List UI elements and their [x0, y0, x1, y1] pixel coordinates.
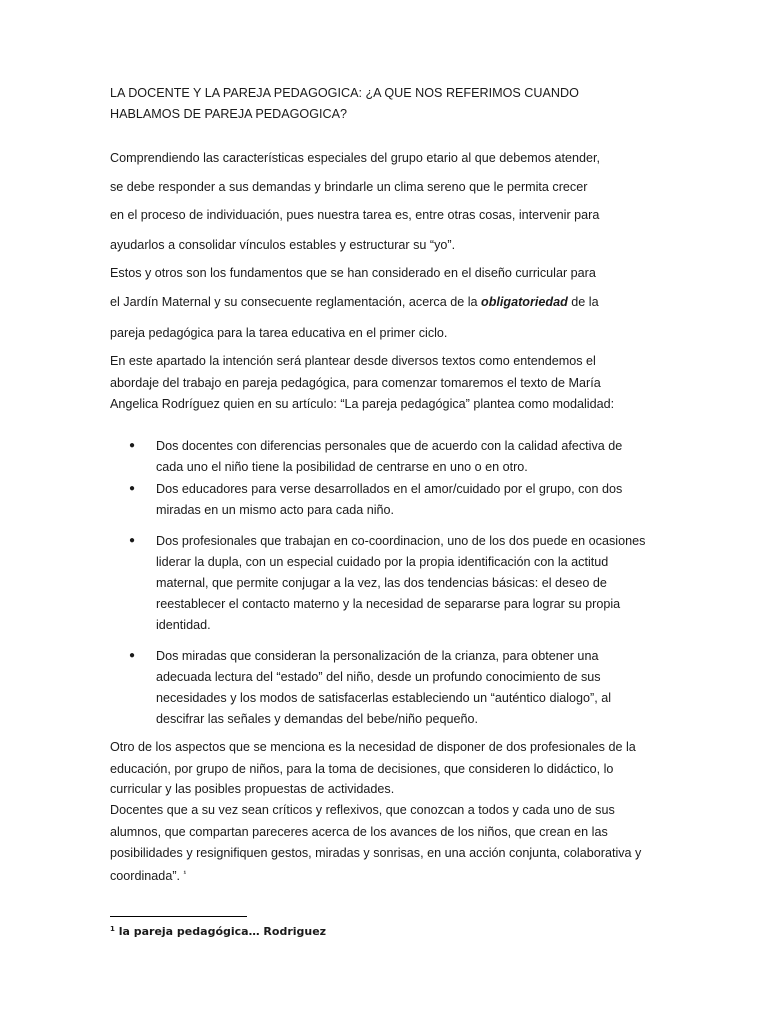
- paragraph-3-line-3: Angelica Rodríguez quien en su artículo: “La pareja pedagógica” plantea como modalidad:: [110, 397, 615, 411]
- footnote-text: la pareja pedagógica… Rodriguez: [114, 925, 327, 938]
- bullet-3-line-1: Dos profesionales que trabajan en co-coordinacion, uno de los dos puede en ocasiones: [156, 534, 646, 548]
- emphasis-obligatoriedad: obligatoriedad: [481, 295, 568, 309]
- bullet-4-line-2: adecuada lectura del “estado” del niño, desde un profundo conocimiento de sus: [156, 670, 601, 684]
- bullet-1-line-2: cada uno el niño tiene la posibilidad de centrarse en uno o en otro.: [156, 460, 528, 474]
- bullet-1-line-1: Dos docentes con diferencias personales que de acuerdo con la calidad afectiva de: [156, 439, 623, 453]
- paragraph-3-line-1: En este apartado la intención será plantear desde diversos textos como entendemos el: [110, 354, 596, 368]
- paragraph-1-line-2: se debe responder a sus demandas y brindarle un clima sereno que le permita crecer: [110, 180, 588, 194]
- paragraph-2-text-before: el Jardín Maternal y su consecuente reglamentación, acerca de la: [110, 295, 482, 309]
- document-page: [110, 0, 660, 1024]
- footnote-marker: 1: [110, 925, 115, 933]
- paragraph-5-text-end: coordinada”.: [110, 869, 181, 883]
- bullet-2-line-1: Dos educadores para verse desarrollados en el amor/cuidado por el grupo, con dos: [156, 482, 623, 496]
- bullet-4-line-4: descifrar las señales y demandas del bebe/niño pequeño.: [156, 712, 479, 726]
- paragraph-5-line-4: [110, 866, 186, 884]
- bullet-3-line-4: reestablecer el contacto materno y la necesidad de separarse para lograr su propia: [156, 597, 621, 611]
- document-title: LA DOCENTE Y LA PAREJA PEDAGOGICA: ¿A QUE NOS REFERIMOS CUANDO HABLAMOS DE PAREJA PEDAGOGICA?: [110, 86, 579, 121]
- paragraph-5-line-1: Docentes que a su vez sean críticos y reflexivos, que conozcan a todos y cada uno de sus: [110, 803, 615, 817]
- paragraph-1-line-3: en el proceso de individuación, pues nuestra tarea es, entre otras cosas, intervenir para: [110, 208, 600, 222]
- bullet-marker: ●: [128, 440, 136, 451]
- footnote-reference[interactable]: ¹: [183, 869, 187, 878]
- paragraph-4-line-3: curricular y las posibles propuestas de actividades.: [110, 782, 395, 796]
- paragraph-5-line-2: alumnos, que compartan pareceres acerca de los avances de los niños, que crean en las: [110, 825, 608, 839]
- bullet-3-line-5: identidad.: [156, 618, 211, 632]
- bullet-2-line-2: miradas en un mismo acto para cada niño.: [156, 503, 395, 517]
- bullet-marker: ●: [128, 483, 136, 494]
- bullet-4-line-3: necesidades y los modos de satisfacerlas estableciendo un “auténtico dialogo”, al: [156, 691, 612, 705]
- footnote: [110, 921, 326, 940]
- paragraph-1-line-1: Comprendiendo las características especiales del grupo etario al que debemos atender,: [110, 151, 601, 165]
- paragraph-1-line-4: ayudarlos a consolidar vínculos estables y estructurar su “yo”.: [110, 238, 456, 252]
- paragraph-4-line-2: educación, por grupo de niños, para la toma de decisiones, que consideren lo didáctico, lo: [110, 762, 614, 776]
- paragraph-2-line-1: Estos y otros son los fundamentos que se han considerado en el diseño curricular para: [110, 266, 596, 280]
- paragraph-2-line-2: [110, 294, 599, 310]
- bullet-marker: ●: [128, 650, 136, 661]
- bullet-marker: ●: [128, 535, 136, 546]
- bullet-4-line-1: Dos miradas que consideran la personalización de la crianza, para obtener una: [156, 649, 599, 663]
- bullet-3-line-3: maternal, que permite conjugar a la vez, las dos tendencias básicas: el deseo de: [156, 576, 607, 590]
- bullet-3-line-2: liderar la dupla, con un especial cuidado por la propia identificación con la actitud: [156, 555, 609, 569]
- paragraph-4-line-1: Otro de los aspectos que se menciona es la necesidad de disponer de dos profesionales de la: [110, 740, 636, 754]
- paragraph-5-line-3: posibilidades y resignifiquen gestos, miradas y sonrisas, en una acción conjunta, colaborativa y: [110, 846, 642, 860]
- paragraph-2-text-after: de la: [567, 295, 599, 309]
- paragraph-3-line-2: abordaje del trabajo en pareja pedagógica, para comenzar tomaremos el texto de María: [110, 376, 601, 390]
- footnote-separator: [110, 916, 247, 917]
- paragraph-2-line-3: pareja pedagógica para la tarea educativa en el primer ciclo.: [110, 326, 448, 340]
